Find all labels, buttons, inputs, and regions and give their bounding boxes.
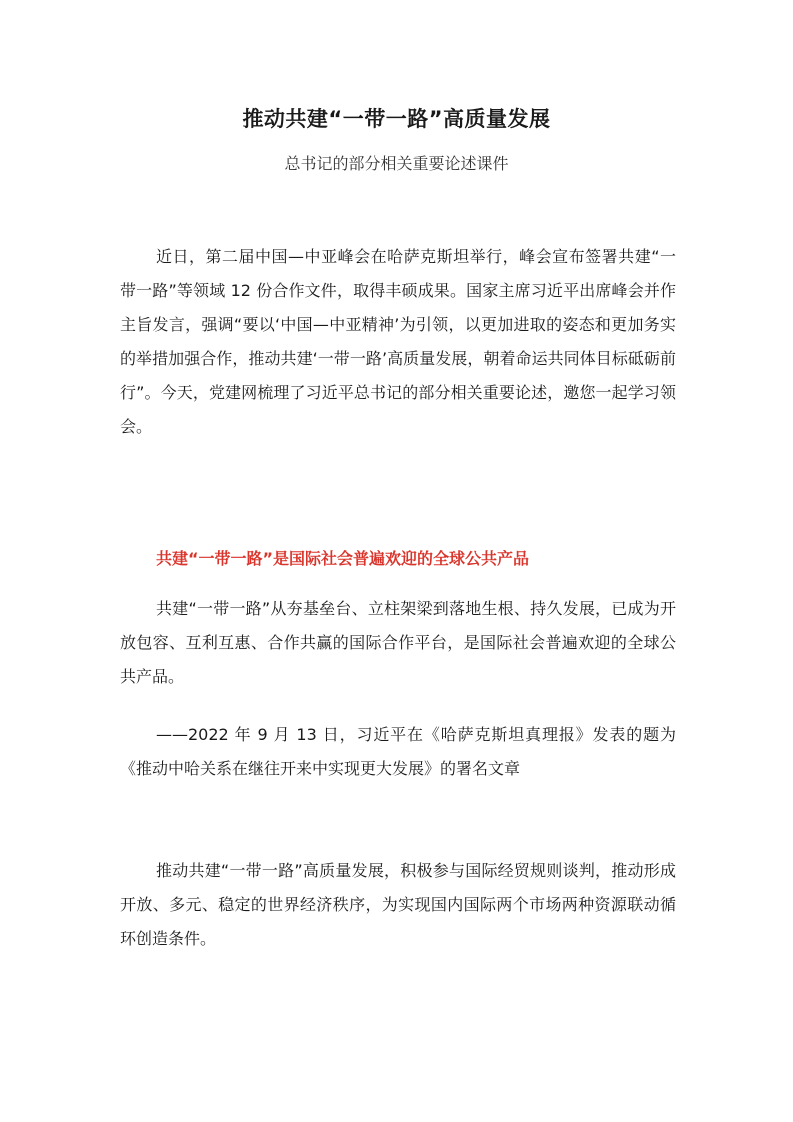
document-title: 推动共建“一带一路”高质量发展: [242, 107, 551, 131]
section-heading: 共建“一带一路”是国际社会普遍欢迎的全球公共产品: [156, 549, 530, 568]
intro-paragraph: 近日，第二届中国—中亚峰会在哈萨克斯坦举行，峰会宣布签署共建“一带一路”等领域 12 份合作文件，取得丰硕成果。国家主席习近平出席峰会并作主旨发言，强调“要以‘中国—中亚精神’为引领，以更加进取的姿态和更加务实的举措加强合作，推动共建‘一带一路’高质量发展，朝着命运共同体目标砥砺前行”。今天，党建网梳理了习近平总书记的部分相关重要论述，邀您一起学习领会。: [120, 247, 676, 436]
closing-paragraph: 推动共建“一带一路”高质量发展，积极参与国际经贸规则谈判，推动形成开放、多元、稳定的世界经济秩序，为实现国内国际两个市场两种资源联动循环创造条件。: [120, 861, 676, 948]
document-subtitle: 总书记的部分相关重要论述课件: [284, 154, 509, 173]
source-paragraph: ——2022 年 9 月 13 日，习近平在《哈萨克斯坦真理报》发表的题为《推动中哈关系在继往开来中实现更大发展》的署名文章: [120, 725, 676, 778]
quote-paragraph: 共建“一带一路”从夯基垒台、立柱架梁到落地生根、持久发展，已成为开放包容、互利互惠、合作共赢的国际合作平台，是国际社会普遍欢迎的全球公共产品。: [120, 599, 676, 686]
